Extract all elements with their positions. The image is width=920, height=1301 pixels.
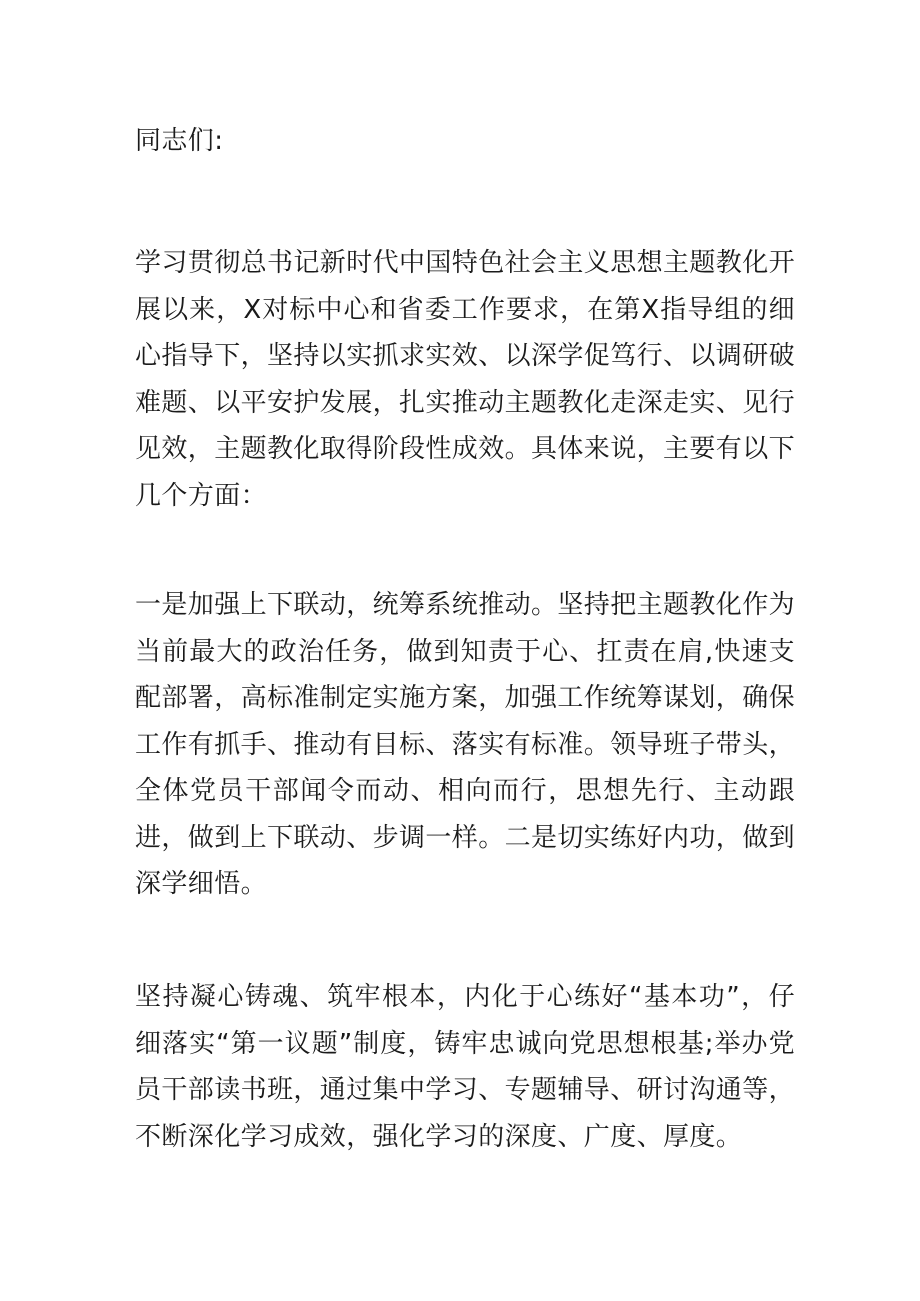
paragraph-intro: 学习贯彻总书记新时代中国特色社会主义思想主题教化开展以来，X对标中心和省委工作要求，在第X指导组的细心指导下，坚持以实抓求实效、以深学促笃行、以调研破难题、以平安护发展，扎实推动主题教化走深走实、见行见效，主题教化取得阶段性成效。具体来说，主要有以下几个方面： — [135, 248, 796, 511]
greeting-text: 同志们: — [135, 126, 224, 156]
paragraph-linkage: 一是加强上下联动，统筹系统推动。坚持把主题教化作为当前最大的政治任务，做到知责于心、扛责在肩,快速支配部署，高标准制定实施方案，加强工作统筹谋划，确保工作有抓手、推动有目标、落实有标准。领导班子带头，全体党员干部闻令而动、相向而行，思想先行、主动跟进，做到上下联动、步调一样。二是切实练好内功，做到深学细悟。 — [135, 590, 796, 899]
paragraph-study: 坚持凝心铸魂、筑牢根本，内化于心练好“基本功”，仔细落实“第一议题”制度，铸牢忠诚向党思想根基;举办党员干部读书班，通过集中学习、专题辅导、研讨沟通等，不断深化学习成效，强化学习的深度、广度、厚度。 — [135, 982, 796, 1152]
